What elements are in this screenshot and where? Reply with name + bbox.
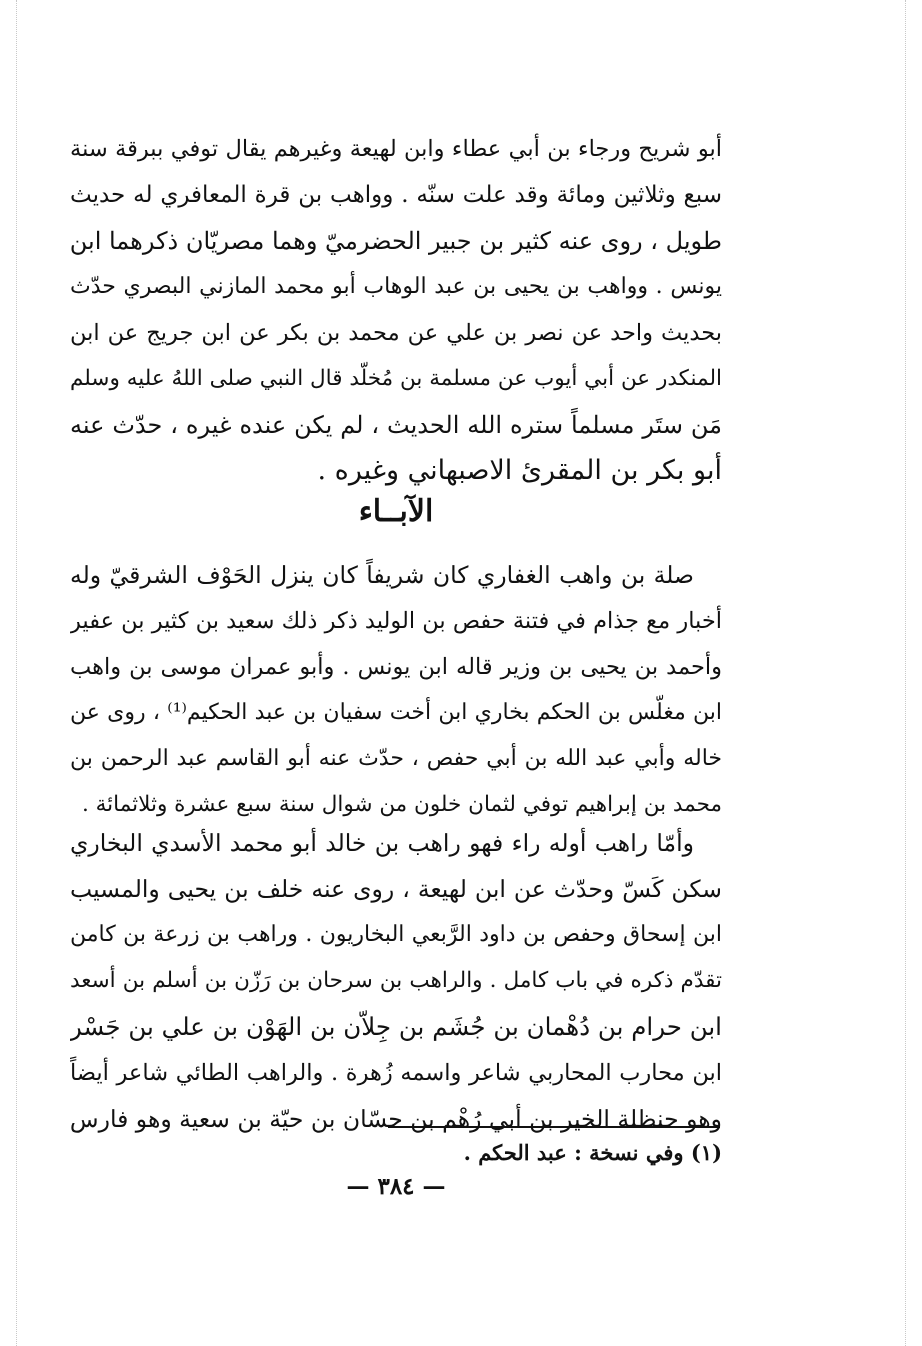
- text-line: تقدّم ذكره في باب كامل . والراهب بن سرحان بن رَزّن بن أسلم بن أسعد: [70, 968, 722, 993]
- text-line: محمد بن إبراهيم توفي لثمان خلون من شوال سنة سبع عشرة وثلاثمائة .: [81, 792, 722, 817]
- text-line: سبع وثلاثين ومائة وقد علت سنّه . وواهب بن قرة المعافري له حديث: [70, 182, 722, 208]
- text-line: ابن مغلّس بن الحكم بخاري ابن أخت سفيان بن عبد الحكيم⁽¹⁾ ، روى عن: [70, 700, 722, 725]
- text-line: صلة بن واهب الغفاري كان شريفاً كان ينزل الحَوْف الشرقيّ وله: [70, 561, 694, 589]
- text-line: أبو شريح ورجاء بن أبي عطاء وابن لهيعة وغيرهم يقال توفي ببرقة سنة: [70, 136, 722, 162]
- text-line: ابن محارب المحاربي شاعر واسمه زُهرة . والراهب الطائي شاعر أيضاً: [70, 1060, 722, 1086]
- text-line: خاله وأبي عبد الله بن أبي حفص ، حدّث عنه أبو القاسم عبد الرحمن بن: [70, 746, 722, 771]
- text-line: أخبار مع جذام في فتنة حفص بن الوليد ذكر ذلك سعيد بن كثير بن عفير: [70, 608, 722, 634]
- footnote-divider: [388, 1126, 720, 1128]
- page-number: — ٣٨٤ —: [346, 1173, 446, 1200]
- text-line: المنكدر عن أبي أيوب عن مسلمة بن مُخلّد قال النبي صلى اللهُ عليه وسلم: [70, 366, 722, 391]
- text-line: وأحمد بن يحيى بن وزير قاله ابن يونس . وأبو عمران موسى بن واهب: [70, 654, 722, 680]
- text-line: يونس . وواهب بن يحيى بن عبد الوهاب أبو محمد المازني البصري حدّث: [70, 274, 722, 299]
- text-line: وهو حنظلة الخير بن أبي رُهْم بن حسّان بن حيّة بن سعية وهو فارس: [70, 1105, 722, 1133]
- text-line: بحديث واحد عن نصر بن علي عن محمد بن بكر عن ابن جريج عن ابن: [70, 320, 722, 346]
- paragraph-2: [70, 820, 722, 1142]
- text-line: مَن ستَر مسلماً ستره الله الحديث ، لم يكن عنده غيره ، حدّث عنه: [70, 411, 722, 439]
- scan-edge-left: [16, 0, 17, 1346]
- text-line: ابن حرام بن دُهْمان بن جُشَم بن جِلاّن بن الهَوْن بن علي بن جَسْر: [70, 1012, 722, 1041]
- section-heading: الآبــاء: [358, 494, 434, 529]
- text-line: وأمّا راهب أوله راء فهو راهب بن خالد أبو محمد الأسدي البخاري: [70, 829, 694, 857]
- text-line: طويل ، روى عنه كثير بن جبير الحضرميّ وهما مصريّان ذكرهما ابن: [70, 227, 722, 255]
- footnote: (١) وفي نسخة : عبد الحكم .: [463, 1140, 722, 1165]
- paragraph-top: [70, 126, 722, 494]
- text-line: سكن كَسّ وحدّث عن ابن لهيعة ، روى عنه خلف بن يحيى والمسيب: [70, 875, 722, 903]
- text-line: أبو بكر بن المقرئ الاصبهاني وغيره .: [317, 455, 722, 486]
- paragraph-1: [70, 552, 722, 828]
- text-line: ابن إسحاق وحفص بن داود الرَّبعي البخاريون . وراهب بن زرعة بن كامن: [70, 922, 722, 947]
- scan-edge-right: [905, 0, 906, 1346]
